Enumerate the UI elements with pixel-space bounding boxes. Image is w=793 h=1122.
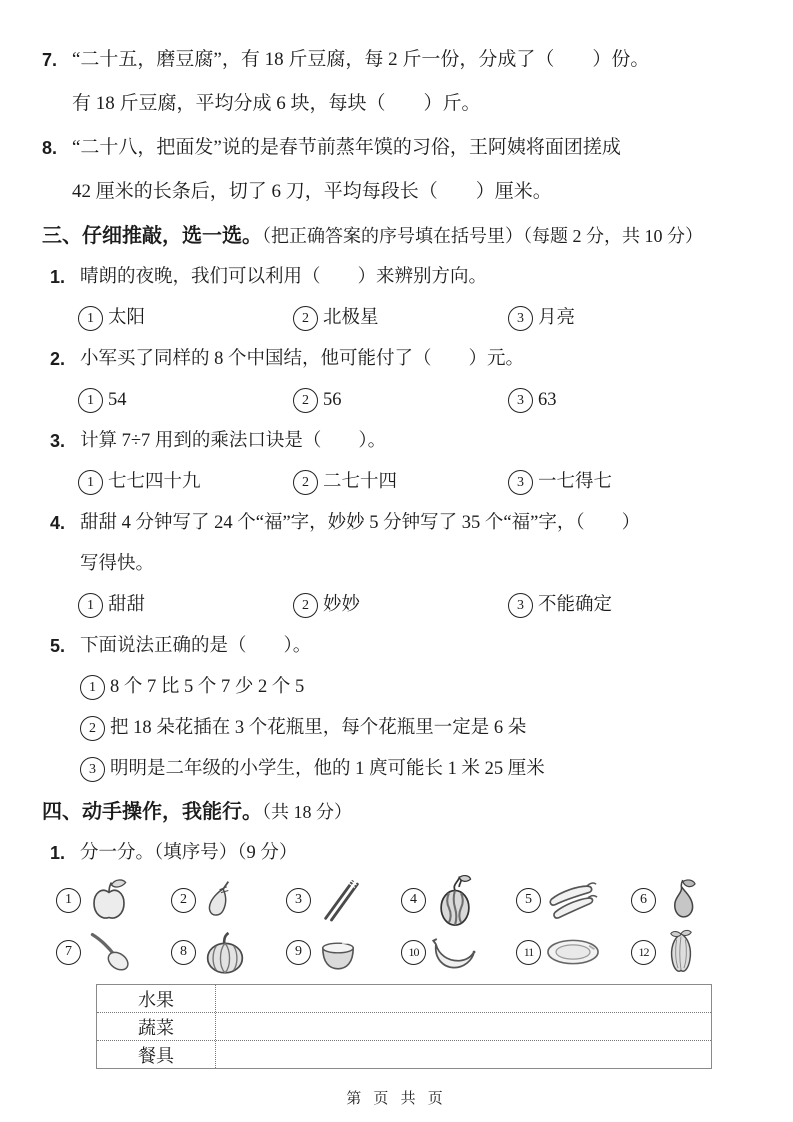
- cabbage-icon: [659, 925, 703, 979]
- choice-question-1: [50, 257, 757, 339]
- choice-question-3-number: 3.: [50, 431, 66, 451]
- option-3-marker: 3: [508, 470, 533, 495]
- row-label-vegetable: 蔬菜: [97, 1013, 216, 1040]
- answer-blank-tableware[interactable]: [216, 1041, 711, 1068]
- option-3-marker: 3: [508, 306, 533, 331]
- answer-blank-fruit[interactable]: [216, 985, 711, 1012]
- option-2-marker: 2: [293, 470, 318, 495]
- sort-question: [50, 833, 757, 874]
- section3-note: （把正确答案的序号填在括号里）（每题 2 分，共 10 分）: [262, 226, 703, 246]
- item-4: [401, 874, 516, 926]
- choice-question-4-stem2: 写得快。: [80, 554, 155, 574]
- choice-question-4-number: 4.: [50, 513, 66, 533]
- choice-question-4-stem: 甜甜 4 分钟写了 24 个“福”字，妙妙 5 分钟写了 35 个“福”字，（ ）: [80, 513, 641, 533]
- choice-question-1-number: 1.: [50, 267, 66, 287]
- choice-question-4-options: [78, 585, 757, 626]
- banana-icon: [429, 932, 481, 972]
- section4-note: （共 18 分）: [262, 802, 352, 822]
- option-3-label: 63: [538, 390, 557, 410]
- option-2-label: 56: [323, 390, 342, 410]
- option-2-label: 妙妙: [323, 595, 361, 615]
- option: [293, 462, 508, 503]
- item-9: [286, 926, 401, 978]
- choice-question-3-options: [78, 462, 757, 503]
- item-12: [631, 926, 746, 978]
- option-2-marker: 2: [293, 306, 318, 331]
- statement-2-marker: 2: [80, 716, 105, 741]
- picture-row-1: [56, 874, 746, 926]
- sort-question-number: 1.: [50, 843, 66, 863]
- watermelon-icon: [429, 870, 481, 930]
- item-3-number: 3: [286, 888, 311, 913]
- option: [78, 298, 293, 339]
- option: [293, 585, 508, 626]
- eggplant-icon: [199, 874, 243, 926]
- sort-question-text: 分一分。（填序号）（9 分）: [80, 843, 298, 863]
- item-6-number: 6: [631, 888, 656, 913]
- item-1-number: 1: [56, 888, 81, 913]
- choice-question-4: [50, 503, 757, 626]
- apple-icon: [84, 875, 134, 925]
- option-3-label: 一七得七: [538, 472, 613, 492]
- option: [508, 585, 723, 626]
- option-2-marker: 2: [293, 388, 318, 413]
- table-row-fruit: [97, 985, 711, 1012]
- question-8-line2: 42 厘米的长条后，切了 6 刀，平均每段长（ ）厘米。: [72, 181, 552, 202]
- radish-icon: [544, 875, 600, 925]
- answer-blank-vegetable[interactable]: [216, 1013, 711, 1040]
- statement-2-text: 把 18 朵花插在 3 个花瓶里，每个花瓶里一定是 6 朵: [110, 718, 527, 738]
- question-8: [42, 126, 757, 214]
- choice-question-5: [50, 626, 757, 790]
- item-5-number: 5: [516, 888, 541, 913]
- statement-1-marker: 1: [80, 675, 105, 700]
- row-label-fruit: 水果: [97, 985, 216, 1012]
- picture-row-2: [56, 926, 746, 978]
- choice-question-2-options: [78, 380, 757, 421]
- table-row-tableware: [97, 1040, 711, 1068]
- choice-question-3-stem: 计算 7÷7 用到的乘法口诀是（ ）。: [80, 431, 387, 451]
- option-1-marker: 1: [78, 388, 103, 413]
- option-1-label: 甜甜: [108, 595, 146, 615]
- question-7: [42, 38, 757, 126]
- option-2-label: 北极星: [323, 308, 379, 328]
- section4-heading: [42, 792, 757, 833]
- option: [293, 298, 508, 339]
- choice-question-1-stem: 晴朗的夜晚，我们可以利用（ ）来辨别方向。: [80, 267, 488, 287]
- section3-title: 三、仔细推敲，选一选。: [42, 225, 262, 247]
- item-11: [516, 926, 631, 978]
- option-1-label: 太阳: [108, 308, 146, 328]
- option-3-label: 月亮: [538, 308, 576, 328]
- item-2-number: 2: [171, 888, 196, 913]
- item-12-number: 12: [631, 940, 656, 965]
- page-footer: 第 页 共 页: [346, 1090, 447, 1107]
- option-2-marker: 2: [293, 593, 318, 618]
- option-3-marker: 3: [508, 388, 533, 413]
- choice-question-2-stem: 小军买了同样的 8 个中国结，他可能付了（ ）元。: [80, 349, 525, 369]
- item-7: [56, 926, 171, 978]
- question-8-line1: “二十八，把面发”说的是春节前蒸年馍的习俗，王阿姨将面团搓成: [72, 137, 621, 158]
- option-1-label: 七七四十九: [108, 472, 201, 492]
- item-8: [171, 926, 286, 978]
- question-7-number: 7.: [42, 50, 58, 70]
- section4-title: 四、动手操作，我能行。: [42, 801, 262, 823]
- option: [78, 585, 293, 626]
- statement-1-text: 8 个 7 比 5 个 7 少 2 个 5: [110, 677, 305, 697]
- statement-3-marker: 3: [80, 757, 105, 782]
- statement-1: [80, 667, 757, 708]
- option-3-label: 不能确定: [538, 595, 613, 615]
- classification-table: [96, 984, 712, 1069]
- item-10-number: 10: [401, 940, 426, 965]
- choice-question-3: [50, 421, 757, 503]
- statement-3-text: 明明是二年级的小学生，他的 1 庹可能长 1 米 25 厘米: [110, 759, 545, 779]
- choice-question-1-options: [78, 298, 757, 339]
- option-2-label: 二七十四: [323, 472, 398, 492]
- question-7-line2: 有 18 斤豆腐，平均分成 6 块，每块（ ）斤。: [72, 93, 481, 114]
- option: [78, 380, 293, 421]
- choice-question-5-stem: 下面说法正确的是（ ）。: [80, 636, 312, 656]
- option-1-label: 54: [108, 390, 127, 410]
- choice-question-2: [50, 339, 757, 421]
- item-1: [56, 874, 171, 926]
- item-9-number: 9: [286, 940, 311, 965]
- choice-question-5-number: 5.: [50, 636, 66, 656]
- item-2: [171, 874, 286, 926]
- option: [508, 380, 723, 421]
- statement-2: [80, 708, 757, 749]
- table-row-vegetable: [97, 1012, 711, 1040]
- question-7-line1: “二十五，磨豆腐”，有 18 斤豆腐，每 2 斤一份，分成了（ ）份。: [72, 49, 650, 70]
- option: [508, 298, 723, 339]
- option-3-marker: 3: [508, 593, 533, 618]
- statement-3: [80, 749, 757, 790]
- pumpkin-icon: [199, 926, 251, 978]
- item-5: [516, 874, 631, 926]
- option-1-marker: 1: [78, 306, 103, 331]
- choice-question-2-number: 2.: [50, 349, 66, 369]
- item-4-number: 4: [401, 888, 426, 913]
- pear-icon: [659, 873, 705, 927]
- spoon-icon: [84, 928, 134, 976]
- option-1-marker: 1: [78, 470, 103, 495]
- option: [78, 462, 293, 503]
- item-10: [401, 926, 516, 978]
- option: [293, 380, 508, 421]
- option-1-marker: 1: [78, 593, 103, 618]
- item-6: [631, 874, 746, 926]
- question-8-number: 8.: [42, 138, 58, 158]
- bowl-icon: [314, 930, 362, 974]
- item-3: [286, 874, 401, 926]
- item-8-number: 8: [171, 940, 196, 965]
- row-label-tableware: 餐具: [97, 1041, 216, 1068]
- plate-icon: [544, 935, 602, 969]
- item-7-number: 7: [56, 940, 81, 965]
- section3-heading: [42, 216, 757, 257]
- option: [508, 462, 723, 503]
- item-11-number: 11: [516, 940, 541, 965]
- chopsticks-icon: [314, 874, 364, 926]
